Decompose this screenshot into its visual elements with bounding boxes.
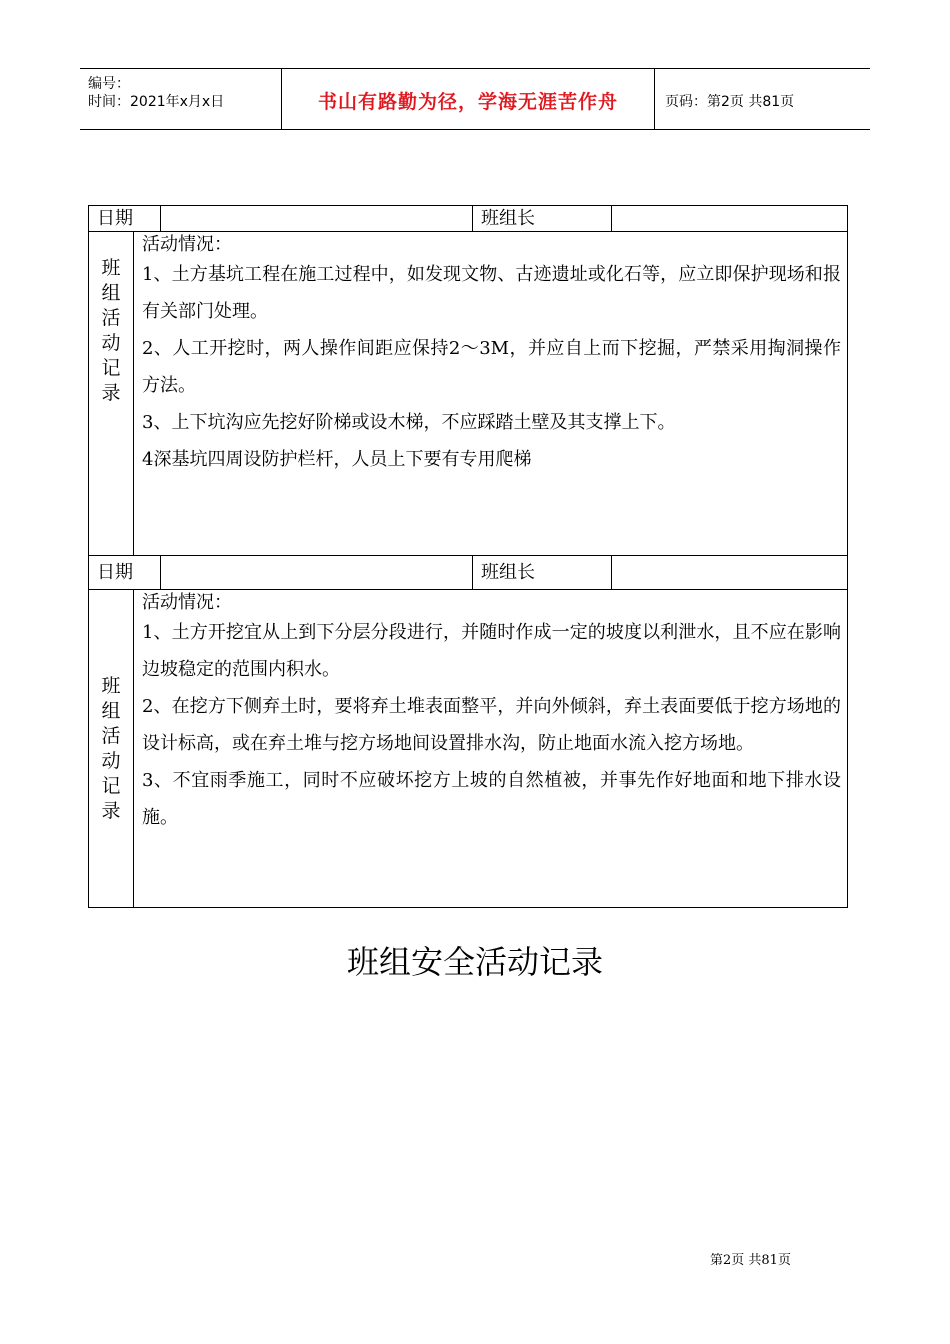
record-1-line-1: 1、土方基坑工程在施工过程中，如发现文物、古迹遗址或化石等，应立即保护现场和报有关部门处理。	[142, 264, 841, 322]
record-1-line-2: 2、人工开挖时，两人操作间距应保持2～3M，并应自上而下挖掘，严禁采用掏洞操作方法。	[142, 338, 841, 396]
next-record-title: 班组安全活动记录	[346, 943, 603, 981]
record-1-side-label	[89, 232, 134, 556]
record-2-side-label	[89, 590, 134, 908]
record-2-activity-content	[134, 590, 848, 908]
page-footer: 第2页 共81页	[710, 1253, 791, 1268]
record-1-header-row	[89, 206, 848, 232]
record-1-leader-value	[612, 206, 848, 232]
record-1-activity-content	[134, 232, 848, 556]
record-2-leader-label: 班组长	[473, 556, 612, 590]
header-meta-cell	[80, 69, 281, 129]
record-2-date-label: 日期	[89, 556, 161, 590]
record-2-leader-value	[612, 556, 848, 590]
record-1-line-3: 3、上下坑沟应先挖好阶梯或设木梯，不应踩踏土壁及其支撑上下。	[142, 412, 676, 433]
record-1-activity-heading: 活动情况：	[142, 234, 232, 255]
record-2-line-2: 2、在挖方下侧弃土时，要将弃土堆表面整平，并向外倾斜，弃土表面要低于挖方场地的设计标高，或在弃土堆与挖方场地间设置排水沟，防止地面水流入挖方场地。	[142, 696, 841, 754]
document-time-label: 时间：2021年x月x日	[88, 94, 225, 110]
record-2-line-3: 3、不宜雨季施工，同时不应破坏挖方上坡的自然植被，并事先作好地面和地下排水设施。	[142, 770, 841, 828]
header-page-cell	[655, 69, 870, 129]
record-2-body-row	[89, 590, 848, 908]
record-2-side-text: 班 组 活 动 记 录	[101, 674, 121, 822]
record-1-side-text: 班 组 活 动 记 录	[101, 257, 121, 404]
record-2-header-row	[89, 556, 848, 590]
record-1-line-4: 4深基坑四周设防护栏杆，人员上下要有专用爬梯	[142, 449, 532, 470]
record-1-date-value	[161, 206, 473, 232]
record-1-leader-label: 班组长	[473, 206, 612, 232]
activity-record-table	[88, 205, 848, 908]
record-2-date-value	[161, 556, 473, 590]
page-header	[80, 68, 870, 130]
document-number-label: 编号：	[88, 76, 130, 92]
header-motto: 书山有路勤为径，学海无涯苦作舟	[317, 91, 618, 113]
record-1-body-row	[89, 232, 848, 556]
header-motto-cell	[281, 69, 655, 129]
record-1-date-label: 日期	[89, 206, 161, 232]
record-2-activity-heading: 活动情况：	[142, 592, 232, 613]
header-page-info: 页码：第2页 共81页	[665, 94, 795, 110]
record-2-line-1: 1、土方开挖宜从上到下分层分段进行，并随时作成一定的坡度以利泄水，且不应在影响边坡稳定的范围内积水。	[142, 622, 841, 680]
